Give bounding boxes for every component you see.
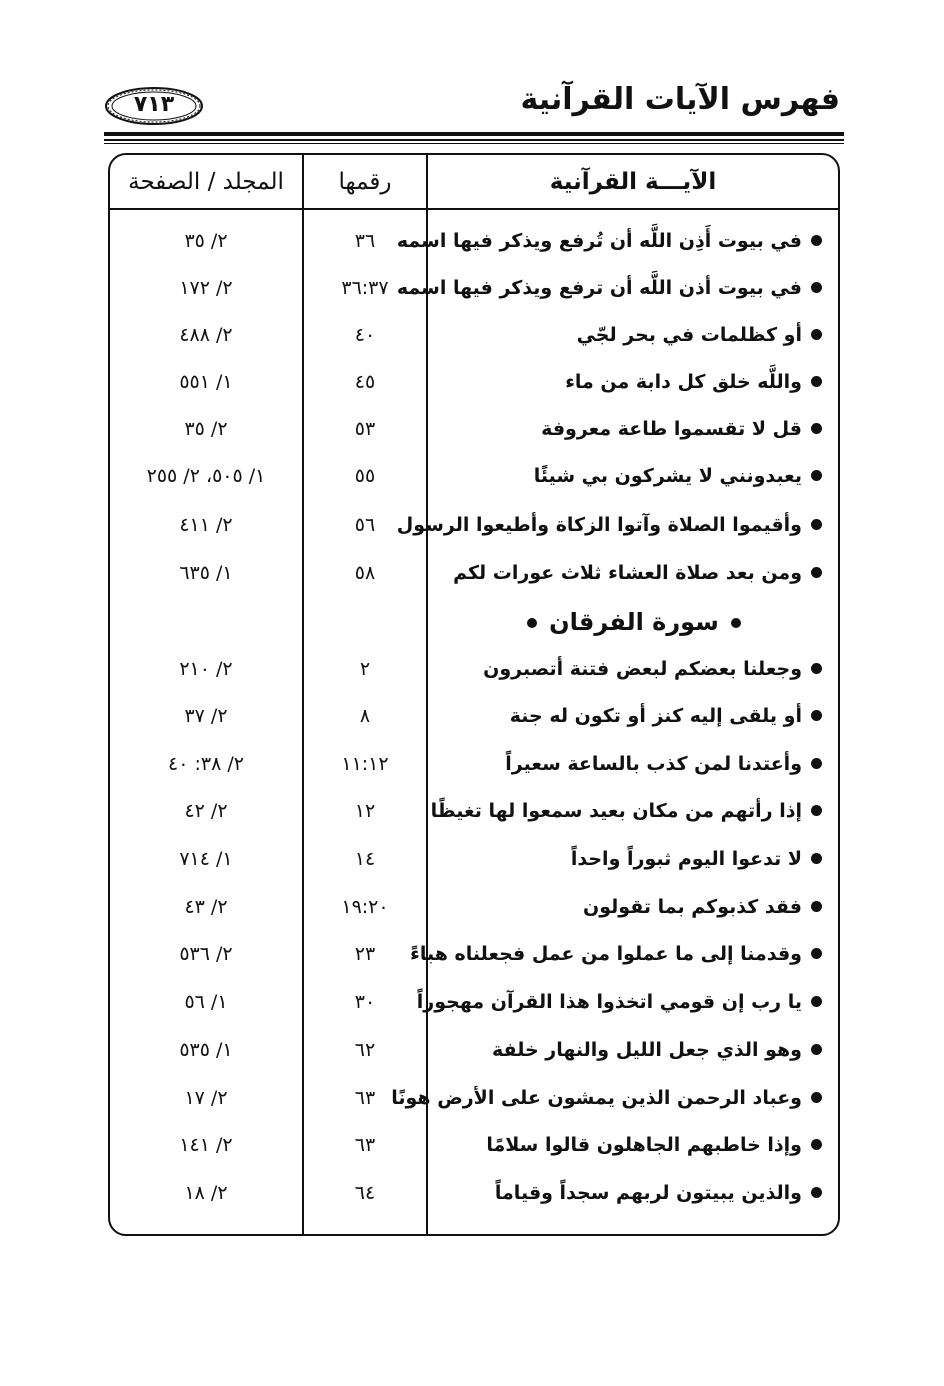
volume-page: ٢/ ٢١٠ — [179, 658, 233, 680]
page-title: فهرس الآيات القرآنية — [520, 82, 840, 117]
bullet-icon — [811, 805, 822, 816]
verse-number: ٥٥ — [354, 465, 376, 487]
verse-number: ٤٠ — [354, 324, 376, 346]
verse-text: فقد كذبوكم بما تقولون — [583, 896, 802, 918]
column-header-verse: الآيـــة القرآنية — [549, 169, 717, 195]
volume-page: ١/ ٥٠٥، ٢/ ٢٥٥ — [146, 465, 266, 487]
bullet-icon — [811, 235, 822, 246]
table-row — [0, 838, 944, 880]
verse-number: ٢ — [359, 658, 371, 680]
verse-number: ٥٨ — [354, 562, 376, 584]
bullet-icon — [811, 996, 822, 1007]
bullet-icon — [811, 901, 822, 912]
table-row — [0, 1124, 944, 1166]
verse-text: أو كظلمات في بحر لجّي — [576, 324, 802, 346]
bullet-icon — [811, 663, 822, 674]
header-divider — [104, 132, 844, 136]
verse-number: ٦٣ — [354, 1134, 376, 1156]
verse-text: في بيوت أَذِن اللَّه أن تُرفع ويذكر فيها اسمه — [396, 230, 802, 252]
verse-text: وعباد الرحمن الذين يمشون على الأرض هونًا — [391, 1087, 802, 1109]
surah-heading — [428, 600, 840, 644]
table-row — [0, 408, 944, 450]
header-divider — [104, 143, 844, 144]
bullet-icon — [811, 567, 822, 578]
table-row — [0, 695, 944, 737]
volume-page: ٢/ ٤٣ — [184, 896, 228, 918]
verse-text: وقدمنا إلى ما عملوا من عمل فجعلناه هباءً — [410, 943, 802, 965]
table-row — [0, 552, 944, 594]
surah-name: سورة الفرقان — [549, 608, 719, 636]
table-row — [0, 743, 944, 785]
volume-page: ٢/ ٤١١ — [179, 514, 233, 536]
verse-number: ١١:١٢ — [341, 753, 389, 775]
bullet-icon — [811, 1044, 822, 1055]
verse-text: وهو الذي جعل الليل والنهار خلفة — [492, 1039, 802, 1061]
bullet-icon — [811, 758, 822, 769]
bullet-icon — [811, 376, 822, 387]
table-row — [0, 455, 944, 497]
verse-text: وإذا خاطبهم الجاهلون قالوا سلامًا — [486, 1134, 802, 1156]
verse-text: والذين يبيتون لربهم سجداً وقياماً — [494, 1182, 802, 1204]
volume-page: ٢/ ١٤١ — [179, 1134, 233, 1156]
volume-page: ٢/ ٤٢ — [184, 800, 228, 822]
verse-number: ٦٢ — [354, 1039, 376, 1061]
verse-text: وأقيموا الصلاة وآتوا الزكاة وأطيعوا الرسول — [396, 514, 802, 536]
table-row — [0, 1077, 944, 1119]
verse-text: في بيوت أذن اللَّه أن ترفع ويذكر فيها اسمه — [396, 277, 802, 299]
verse-text: لا تدعوا اليوم ثبوراً واحداً — [570, 848, 802, 870]
volume-page: ١/ ٦٣٥ — [179, 562, 233, 584]
verse-text: يا رب إن قومي اتخذوا هذا القرآن مهجوراً — [416, 991, 802, 1013]
volume-page: ٢/ ١٧ — [184, 1087, 228, 1109]
bullet-icon — [811, 1187, 822, 1198]
table-row — [0, 267, 944, 309]
verse-number: ٥٣ — [354, 418, 376, 440]
verse-text: وجعلنا بعضكم لبعض فتنة أتصبرون — [483, 658, 802, 680]
bullet-icon — [527, 618, 537, 628]
bullet-icon — [811, 948, 822, 959]
verse-number: ٨ — [359, 705, 371, 727]
verse-number: ٣٦ — [354, 230, 376, 252]
volume-page: ١/ ٥٦ — [184, 991, 228, 1013]
header-row-divider — [108, 208, 840, 210]
bullet-icon — [811, 1092, 822, 1103]
bullet-icon — [731, 618, 741, 628]
table-row — [0, 314, 944, 356]
verse-number: ٥٦ — [354, 514, 376, 536]
bullet-icon — [811, 470, 822, 481]
verse-number: ٣٠ — [354, 991, 376, 1013]
bullet-icon — [811, 710, 822, 721]
verse-text: واللَّه خلق كل دابة من ماء — [565, 371, 802, 393]
bullet-icon — [811, 329, 822, 340]
volume-page: ١/ ٥٣٥ — [179, 1039, 233, 1061]
bullet-icon — [811, 519, 822, 530]
verse-text: إذا رأتهم من مكان بعيد سمعوا لها تغيظًا — [430, 800, 802, 822]
verse-number: ١٤ — [354, 848, 376, 870]
verse-number: ٣٦:٣٧ — [341, 277, 389, 299]
table-row — [0, 648, 944, 690]
verse-text: وأعتدنا لمن كذب بالساعة سعيراً — [505, 753, 802, 775]
verse-number: ١٢ — [354, 800, 376, 822]
verse-text: يعبدونني لا يشركون بي شيئًا — [533, 465, 802, 487]
volume-page: ٢/ ٣٥ — [184, 230, 228, 252]
volume-page: ١/ ٥٥١ — [179, 371, 233, 393]
table-row — [0, 504, 944, 546]
verse-text: ومن بعد صلاة العشاء ثلاث عورات لكم — [453, 562, 802, 584]
volume-page: ٢/ ٣٧ — [184, 705, 228, 727]
bullet-icon — [811, 853, 822, 864]
verse-text: أو يلقى إليه كنز أو تكون له جنة — [509, 705, 802, 727]
volume-page: ٢/ ٣٨: ٤٠ — [168, 753, 244, 775]
verse-text: قل لا تقسموا طاعة معروفة — [541, 418, 802, 440]
table-row — [0, 790, 944, 832]
volume-page: ٢/ ٥٣٦ — [179, 943, 233, 965]
verse-number: ٦٣ — [354, 1087, 376, 1109]
table-row — [0, 1029, 944, 1071]
table-row — [0, 886, 944, 928]
header-divider — [104, 139, 844, 141]
bullet-icon — [811, 282, 822, 293]
column-header-reference: المجلد / الصفحة — [128, 169, 284, 195]
page-number-badge — [104, 86, 204, 126]
table-row — [0, 933, 944, 975]
verse-number: ٢٣ — [354, 943, 376, 965]
volume-page: ٢/ ١٧٢ — [179, 277, 233, 299]
verse-number: ١٩:٢٠ — [341, 896, 389, 918]
volume-page: ٢/ ٣٥ — [184, 418, 228, 440]
volume-page: ٢/ ١٨ — [184, 1182, 228, 1204]
volume-page: ١/ ٧١٤ — [179, 848, 233, 870]
page-number: ٧١٣ — [133, 92, 175, 117]
column-header-number: رقمها — [338, 169, 392, 195]
bullet-icon — [811, 1139, 822, 1150]
table-row — [0, 1172, 944, 1214]
verse-number: ٦٤ — [354, 1182, 376, 1204]
volume-page: ٢/ ٤٨٨ — [179, 324, 233, 346]
table-row — [0, 220, 944, 262]
table-row — [0, 981, 944, 1023]
verse-number: ٤٥ — [354, 371, 376, 393]
table-row — [0, 361, 944, 403]
bullet-icon — [811, 423, 822, 434]
